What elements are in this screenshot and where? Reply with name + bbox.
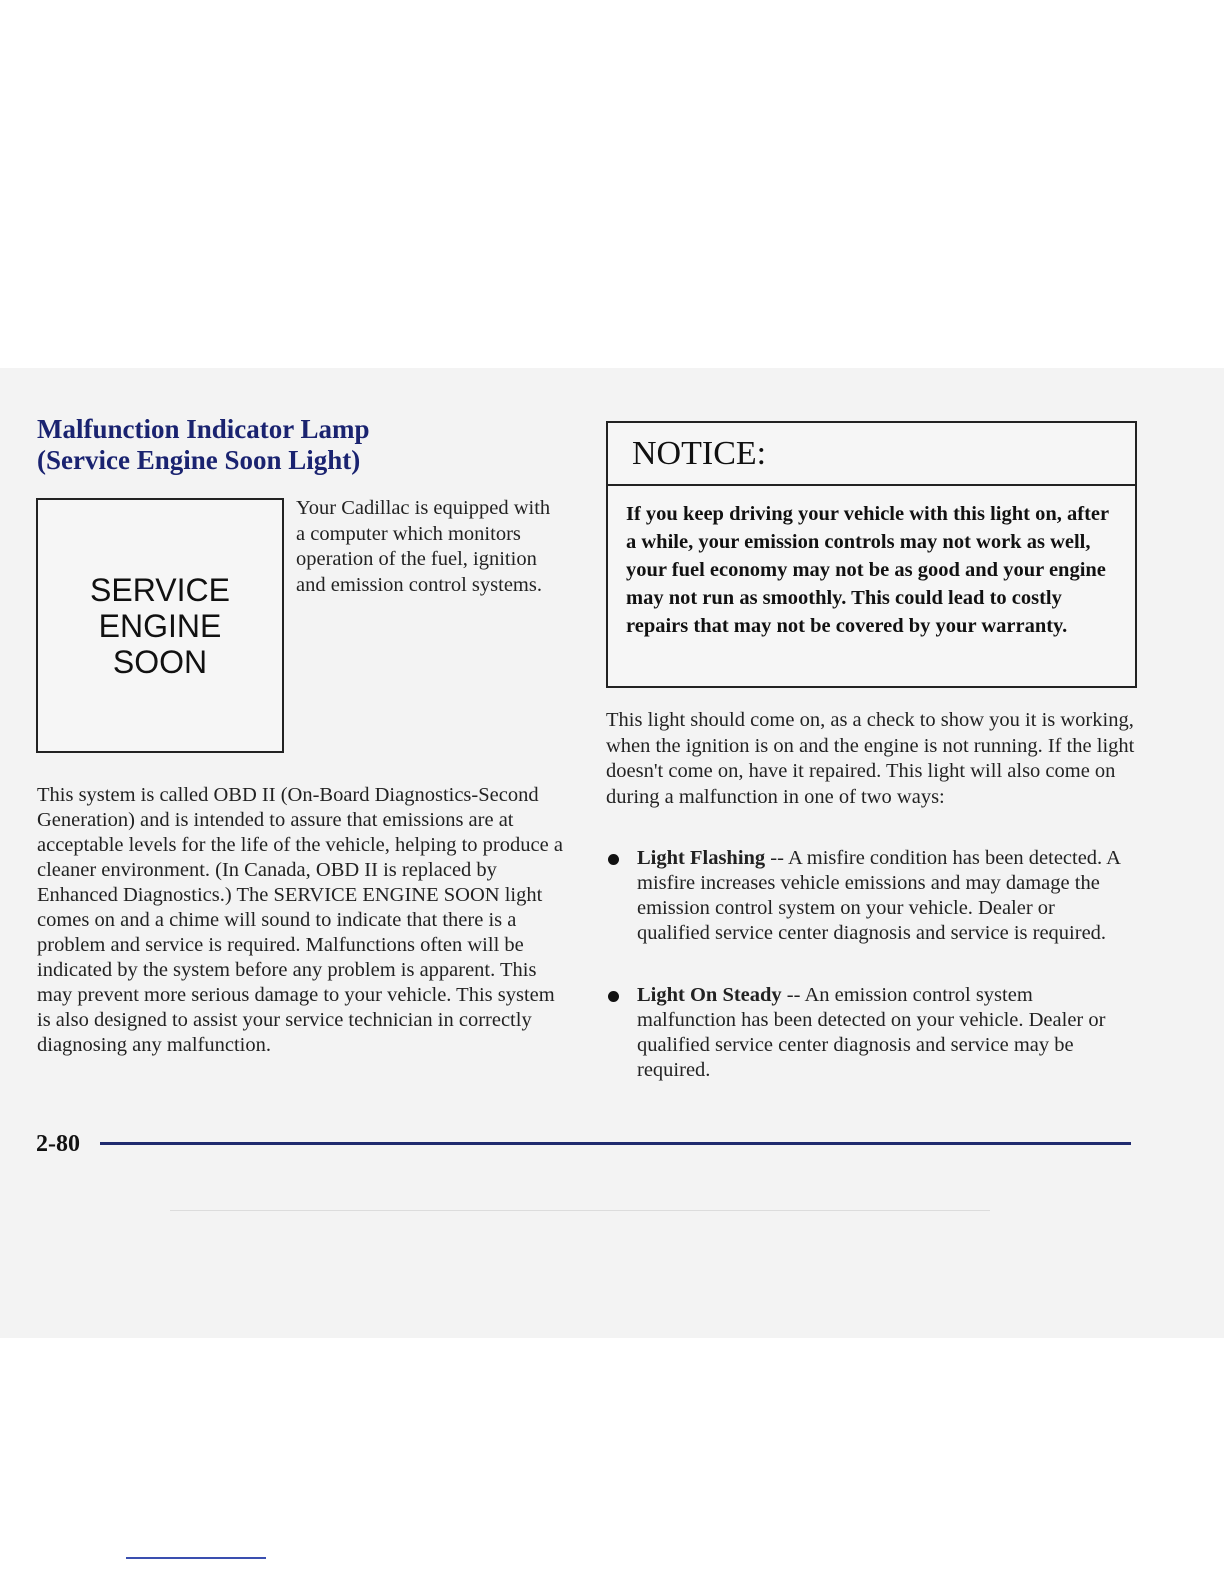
section-heading bbox=[37, 414, 370, 476]
faint-divider bbox=[170, 1210, 990, 1211]
footer-rule bbox=[100, 1142, 1131, 1145]
lamp-label-line1: SERVICE bbox=[90, 571, 230, 608]
lamp-label-line2: ENGINE bbox=[98, 607, 222, 644]
intro-paragraph: Your Cadillac is equipped with a computer which monitors operation of the fuel, ignition and emission control systems. bbox=[296, 497, 551, 596]
notice-body: If you keep driving your vehicle with this light on, after a while, your emission controls may not work as well, your fuel economy may not be as good and your engine may not run as smoothly. This could lead to costly repairs that may not be covered by your warranty. bbox=[626, 503, 1109, 637]
bullet-text bbox=[637, 983, 1126, 1083]
bullet-term: Light On Steady bbox=[637, 984, 782, 1006]
bullet-dot-icon bbox=[608, 991, 619, 1002]
lamp-label-line3: SOON bbox=[112, 643, 208, 680]
section-title-line1: Malfunction Indicator Lamp bbox=[37, 414, 370, 444]
service-engine-soon-lamp-illustration bbox=[36, 498, 284, 753]
notice-box bbox=[606, 421, 1137, 688]
lamp-label bbox=[90, 572, 230, 680]
bottom-mark-line bbox=[126, 1557, 266, 1559]
page-number: 2-80 bbox=[36, 1131, 80, 1157]
section-title-line2: (Service Engine Soon Light) bbox=[37, 445, 361, 475]
obd-paragraph: This system is called OBD II (On-Board Diagnostics-Second Generation) and is intended to assure that emissions are at acceptable levels for the life of the vehicle, helping to produce a cleaner environment. (In Canada, OBD II is replaced by Enhanced Diagnostics.) The SERVICE ENGINE SOON light comes on and a chime will sound to indicate that there is a problem and service is required. Malfunctions often will be indicated by the system before any problem is apparent. This may prevent more serious damage to your vehicle. This system is also designed to assist your service technician in correctly diagnosing any malfunction. bbox=[37, 784, 563, 1056]
bullet-term: Light Flashing bbox=[637, 847, 766, 869]
bullet-text bbox=[637, 846, 1126, 946]
bullet-light-flashing bbox=[606, 846, 1126, 946]
check-paragraph: This light should come on, as a check to show you it is working, when the ignition is on and the engine is not running. If the light doesn't come on, have it repaired. This light will also come on during a malfunction in one of two ways: bbox=[606, 709, 1135, 808]
bullet-dot-icon bbox=[608, 854, 619, 865]
bullet-light-on-steady bbox=[606, 983, 1126, 1083]
bullet-description: -- A misfire condition has been detected. A misfire increases vehicle emissions and may damage the emission control system on your vehicle. Dealer or qualified service center diagnosis and service is required. bbox=[637, 847, 1120, 944]
bullet-description: -- An emission control system malfunction has been detected on your vehicle. Dealer or qualified service center diagnosis and service may be required. bbox=[637, 984, 1106, 1081]
notice-heading: NOTICE: bbox=[608, 423, 1135, 486]
